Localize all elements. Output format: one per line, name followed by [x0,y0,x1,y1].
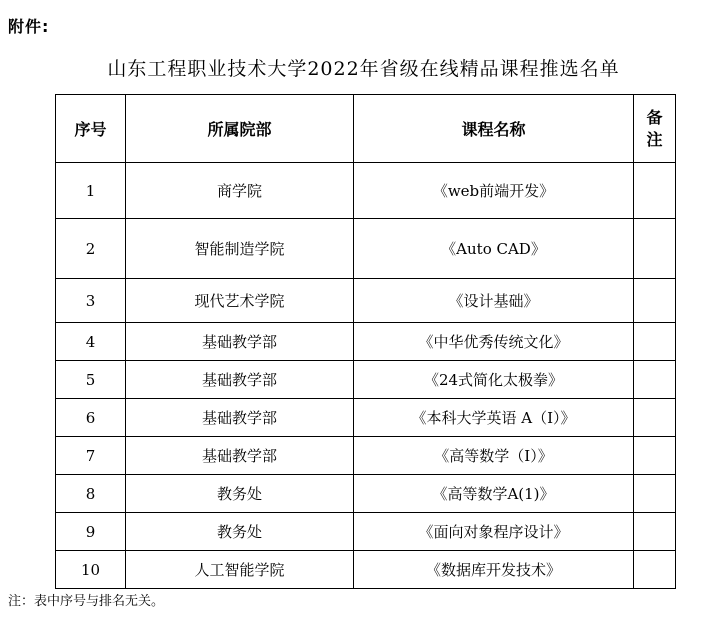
cell-course: 《高等数学A(1)》 [354,475,634,513]
cell-course: 《中华优秀传统文化》 [354,323,634,361]
cell-note [634,513,676,551]
cell-course: 《高等数学（I）》 [354,437,634,475]
table-row [56,323,676,361]
table-row [56,163,676,219]
table-row [56,513,676,551]
header-note [634,95,676,163]
table-row [56,361,676,399]
cell-course: 《Auto CAD》 [354,219,634,279]
document-title: 山东工程职业技术大学2022年省级在线精品课程推选名单 [107,58,620,80]
cell-course: 《24式简化太极拳》 [354,361,634,399]
cell-seq: 5 [56,361,126,399]
table-header-row [56,95,676,163]
cell-college: 基础教学部 [126,323,354,361]
footnote: 注：表中序号与排名无关。 [8,594,165,609]
header-college: 所属院部 [126,95,354,163]
cell-note [634,279,676,323]
cell-course: 《设计基础》 [354,279,634,323]
header-course: 课程名称 [354,95,634,163]
cell-note [634,219,676,279]
cell-college: 现代艺术学院 [126,279,354,323]
cell-seq: 1 [56,163,126,219]
cell-college: 基础教学部 [126,361,354,399]
cell-seq: 6 [56,399,126,437]
cell-note [634,163,676,219]
cell-college: 商学院 [126,163,354,219]
cell-seq: 10 [56,551,126,589]
table-row [56,551,676,589]
table-row [56,437,676,475]
cell-seq: 3 [56,279,126,323]
header-note-line2: 注 [646,129,663,149]
cell-note [634,551,676,589]
table-row [56,219,676,279]
cell-note [634,323,676,361]
cell-note [634,437,676,475]
cell-course: 《web前端开发》 [354,163,634,219]
attachment-label: 附件: [8,17,50,36]
cell-note [634,475,676,513]
table-row [56,475,676,513]
cell-course: 《数据库开发技术》 [354,551,634,589]
cell-college: 教务处 [126,475,354,513]
course-table [55,94,676,589]
cell-college: 智能制造学院 [126,219,354,279]
header-note-line1: 备 [646,107,663,127]
cell-seq: 8 [56,475,126,513]
cell-seq: 7 [56,437,126,475]
cell-course: 《本科大学英语 A（I）》 [354,399,634,437]
table-row [56,279,676,323]
table-row [56,399,676,437]
cell-college: 人工智能学院 [126,551,354,589]
cell-seq: 2 [56,219,126,279]
cell-college: 教务处 [126,513,354,551]
cell-seq: 9 [56,513,126,551]
cell-note [634,399,676,437]
cell-note [634,361,676,399]
cell-course: 《面向对象程序设计》 [354,513,634,551]
cell-college: 基础教学部 [126,399,354,437]
header-seq: 序号 [56,95,126,163]
cell-college: 基础教学部 [126,437,354,475]
cell-seq: 4 [56,323,126,361]
